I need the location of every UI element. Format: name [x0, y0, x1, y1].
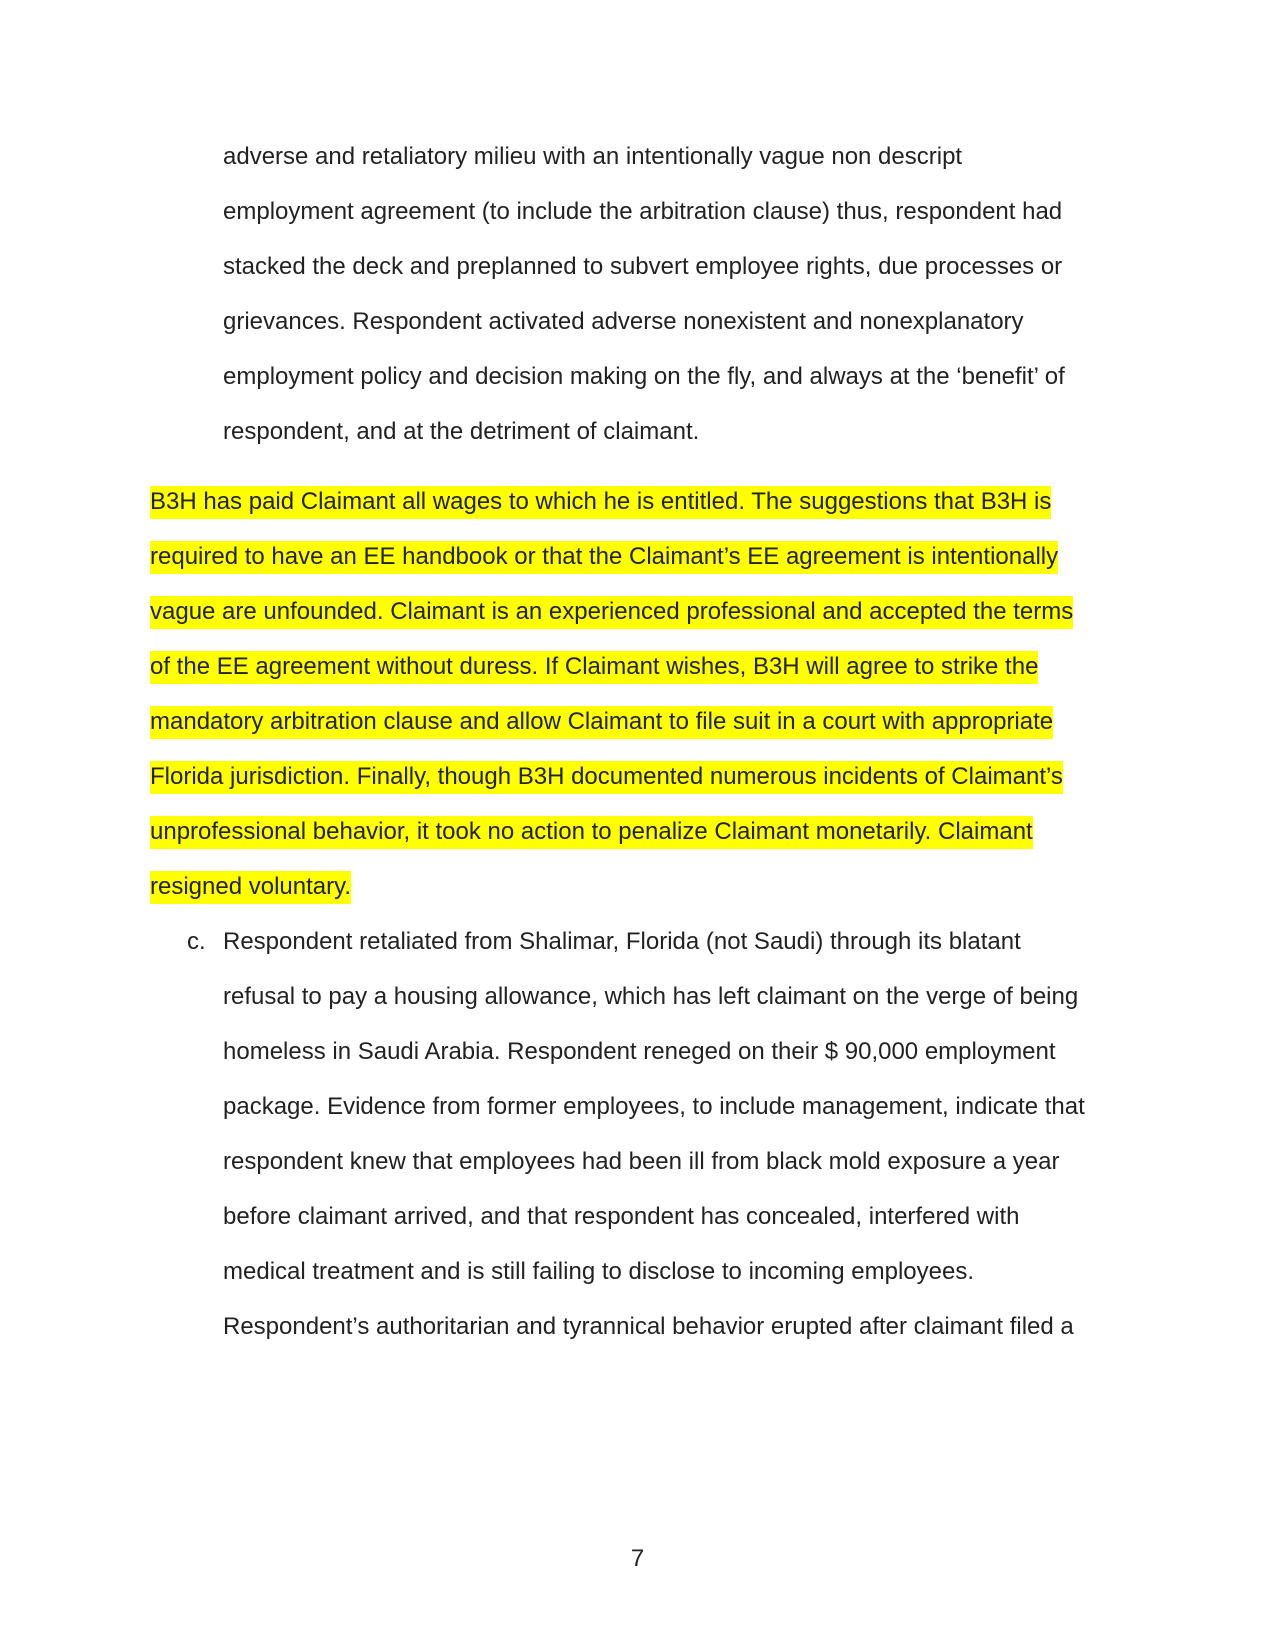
highlighted-line	[150, 540, 1058, 574]
highlight-span: B3H has paid Claimant all wages to which he is entitled. The suggestions that B3H is	[150, 486, 1051, 519]
paragraph-line: Respondent’s authoritarian and tyrannical behavior erupted after claimant filed a	[223, 1313, 1074, 1340]
page-number: 7	[630, 1545, 645, 1572]
highlighted-line	[150, 595, 1073, 629]
highlighted-line	[150, 485, 1051, 519]
paragraph-line: refusal to pay a housing allowance, which has left claimant on the verge of being	[223, 983, 1079, 1010]
paragraph-line: stacked the deck and preplanned to subvert employee rights, due processes or	[223, 253, 1063, 280]
highlighted-line	[150, 815, 1033, 849]
paragraph-line: adverse and retaliatory milieu with an intentionally vague non descript	[223, 143, 963, 170]
highlighted-line	[150, 760, 1063, 794]
paragraph-line: employment agreement (to include the arbitration clause) thus, respondent had	[223, 198, 1063, 225]
paragraph-line: Respondent retaliated from Shalimar, Florida (not Saudi) through its blatant	[223, 928, 1021, 955]
paragraph-line: respondent, and at the detriment of claimant.	[223, 418, 700, 445]
highlight-span: unprofessional behavior, it took no action to penalize Claimant monetarily. Claimant	[150, 816, 1033, 849]
highlight-span: resigned voluntary.	[150, 871, 351, 904]
highlighted-line	[150, 870, 351, 904]
paragraph-line: package. Evidence from former employees, to include management, indicate that	[223, 1093, 1085, 1120]
paragraph-line: homeless in Saudi Arabia. Respondent reneged on their $ 90,000 employment	[223, 1038, 1056, 1065]
highlighted-line	[150, 705, 1053, 739]
highlight-span: of the EE agreement without duress. If Claimant wishes, B3H will agree to strike the	[150, 651, 1038, 684]
highlighted-line	[150, 650, 1038, 684]
paragraph-line: before claimant arrived, and that respondent has concealed, interfered with	[223, 1203, 1020, 1230]
list-marker: c.	[187, 928, 206, 955]
highlight-span: Florida jurisdiction. Finally, though B3H documented numerous incidents of Claimant’s	[150, 761, 1063, 794]
highlight-span: mandatory arbitration clause and allow Claimant to file suit in a court with appropriate	[150, 706, 1053, 739]
highlight-span: vague are unfounded. Claimant is an experienced professional and accepted the terms	[150, 596, 1073, 629]
paragraph-line: respondent knew that employees had been ill from black mold exposure a year	[223, 1148, 1060, 1175]
paragraph-line: employment policy and decision making on the fly, and always at the ‘benefit’ of	[223, 363, 1065, 390]
paragraph-line: grievances. Respondent activated adverse nonexistent and nonexplanatory	[223, 308, 1024, 335]
highlight-span: required to have an EE handbook or that the Claimant’s EE agreement is intentionally	[150, 541, 1058, 574]
paragraph-line: medical treatment and is still failing to disclose to incoming employees.	[223, 1258, 975, 1285]
